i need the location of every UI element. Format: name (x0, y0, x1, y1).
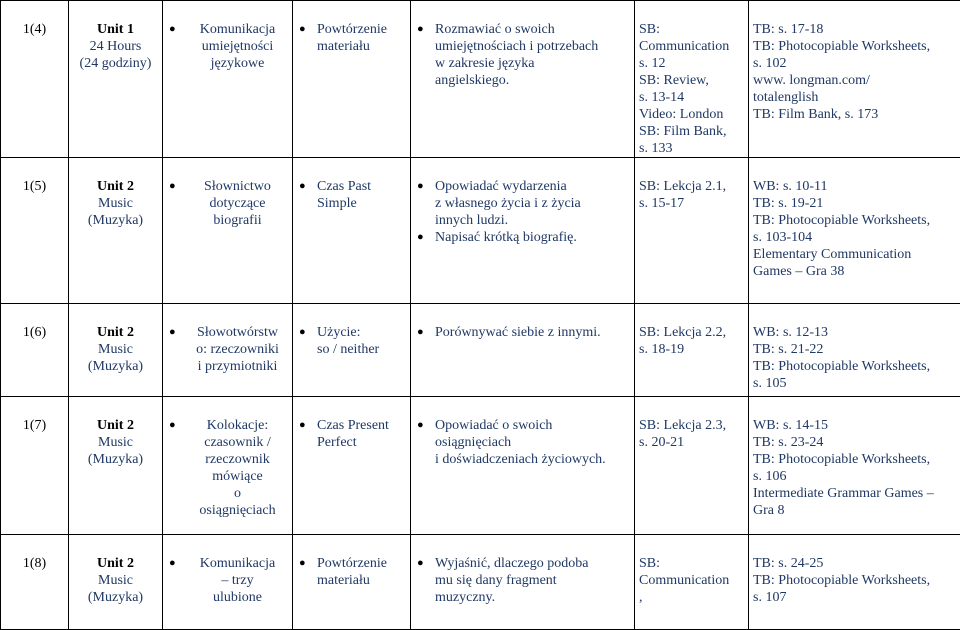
grammar-list (297, 555, 406, 589)
unit-subtitle: 24 Hours (73, 38, 158, 55)
grammar-cell (293, 304, 411, 397)
area-cell (163, 158, 293, 304)
lesson-number-cell (1, 397, 69, 535)
materials-ref: s. 106 (753, 468, 956, 485)
area-text: – trzy (187, 572, 288, 589)
materials-ref: TB: s. 23-24 (753, 434, 956, 451)
students-book-cell (635, 535, 749, 630)
materials-ref: TB: Film Bank, s. 173 (753, 106, 956, 123)
grammar-item (317, 21, 406, 55)
goal-text: mu się dany fragment (435, 572, 630, 589)
goal-text: w zakresie języka (435, 55, 630, 72)
goal-text: z własnego życia i z życia (435, 195, 630, 212)
goal-text: angielskiego. (435, 72, 630, 89)
grammar-text: ● Powtórzenie (317, 21, 406, 38)
students-book-ref: Communication (639, 572, 744, 589)
materials-ref: TB: Photocopiable Worksheets, (753, 212, 956, 229)
students-book-cell (635, 158, 749, 304)
area-text: mówiące (187, 468, 288, 485)
area-text: czasownik / (187, 434, 288, 451)
students-book-ref: SB: (639, 555, 744, 572)
grammar-item (317, 417, 406, 451)
students-book-cell (635, 304, 749, 397)
materials-cell (749, 397, 960, 535)
students-book-ref: SB: (639, 21, 744, 38)
area-text: ● Słownictwo (187, 178, 288, 195)
materials-ref: TB: Photocopiable Worksheets, (753, 358, 956, 375)
area-cell (163, 535, 293, 630)
lesson-number-cell (1, 535, 69, 630)
lesson-number-cell (1, 304, 69, 397)
table-row (1, 1, 960, 158)
goals-cell (411, 397, 635, 535)
materials-ref: www. longman.com/ (753, 72, 956, 89)
area-list (167, 555, 288, 606)
students-book-ref: s. 18-19 (639, 341, 744, 358)
unit-cell (69, 158, 163, 304)
goal-text: osiągnięciach (435, 434, 630, 451)
materials-ref: WB: s. 14-15 (753, 417, 956, 434)
lesson-number: 1(4) (23, 22, 46, 37)
unit-subtitle: Music (73, 341, 158, 358)
unit-subtitle: (Muzyka) (73, 451, 158, 468)
area-cell (163, 1, 293, 158)
materials-ref: s. 103-104 (753, 229, 956, 246)
goal-text: umiejętnościach i potrzebach (435, 38, 630, 55)
materials-ref: Intermediate Grammar Games – (753, 485, 956, 502)
area-cell (163, 397, 293, 535)
materials-cell (749, 1, 960, 158)
grammar-cell (293, 158, 411, 304)
goals-cell (411, 158, 635, 304)
materials-ref: totalenglish (753, 89, 956, 106)
table-row (1, 535, 960, 630)
goals-list (415, 178, 630, 246)
materials-ref: TB: s. 24-25 (753, 555, 956, 572)
lesson-number: 1(6) (23, 325, 46, 340)
grammar-text: so / neither (317, 341, 406, 358)
unit-subtitle: Music (73, 434, 158, 451)
grammar-text: Simple (317, 195, 406, 212)
materials-ref: Games – Gra 38 (753, 263, 956, 280)
unit-subtitle: Music (73, 572, 158, 589)
materials-ref: WB: s. 12-13 (753, 324, 956, 341)
materials-ref: TB: s. 19-21 (753, 195, 956, 212)
lesson-number: 1(5) (23, 179, 46, 194)
grammar-list (297, 417, 406, 451)
area-text: ● Kolokacje: (187, 417, 288, 434)
students-book-ref: Video: London (639, 106, 744, 123)
grammar-list (297, 324, 406, 358)
goals-cell (411, 304, 635, 397)
table-row (1, 158, 960, 304)
goal-item (435, 555, 630, 606)
grammar-text: materiału (317, 572, 406, 589)
goal-text: muzyczny. (435, 589, 630, 606)
grammar-text: ● Czas Present (317, 417, 406, 434)
goal-text: ● Napisać krótką biografię. (435, 229, 630, 246)
table-row (1, 304, 960, 397)
grammar-text: Perfect (317, 434, 406, 451)
grammar-cell (293, 535, 411, 630)
goal-item (435, 324, 630, 341)
goal-text: ● Wyjaśnić, dlaczego podoba (435, 555, 630, 572)
area-list (167, 21, 288, 72)
unit-subtitle: (Muzyka) (73, 589, 158, 606)
area-list (167, 178, 288, 229)
unit-cell (69, 397, 163, 535)
area-text: dotyczące (187, 195, 288, 212)
area-text: językowe (187, 55, 288, 72)
unit-cell (69, 535, 163, 630)
materials-cell (749, 304, 960, 397)
area-text: ● Komunikacja (187, 555, 288, 572)
students-book-ref: SB: Lekcja 2.1, (639, 178, 744, 195)
table-body (1, 1, 960, 630)
area-text: umiejętności (187, 38, 288, 55)
area-item (187, 324, 288, 375)
materials-ref: TB: Photocopiable Worksheets, (753, 451, 956, 468)
goals-list (415, 417, 630, 468)
materials-ref: s. 105 (753, 375, 956, 392)
materials-ref: TB: Photocopiable Worksheets, (753, 572, 956, 589)
goal-item (435, 178, 630, 229)
goals-list (415, 555, 630, 606)
students-book-ref: s. 12 (639, 55, 744, 72)
area-list (167, 324, 288, 375)
grammar-text: ● Powtórzenie (317, 555, 406, 572)
unit-cell (69, 1, 163, 158)
area-text: osiągnięciach (187, 502, 288, 519)
goal-item (435, 229, 630, 246)
unit-subtitle: Music (73, 195, 158, 212)
goal-text: i doświadczeniach życiowych. (435, 451, 630, 468)
materials-ref: WB: s. 10-11 (753, 178, 956, 195)
goal-item (435, 21, 630, 89)
grammar-text: materiału (317, 38, 406, 55)
students-book-ref: SB: Film Bank, (639, 123, 744, 140)
students-book-cell (635, 397, 749, 535)
goals-list (415, 21, 630, 89)
unit-cell (69, 304, 163, 397)
area-text: ● Komunikacja (187, 21, 288, 38)
materials-ref: TB: s. 21-22 (753, 341, 956, 358)
students-book-ref: SB: Lekcja 2.3, (639, 417, 744, 434)
goal-text: innych ludzi. (435, 212, 630, 229)
students-book-cell (635, 1, 749, 158)
lesson-number-cell (1, 158, 69, 304)
materials-ref: TB: Photocopiable Worksheets, (753, 38, 956, 55)
materials-ref: Elementary Communication (753, 246, 956, 263)
goal-text: ● Rozmawiać o swoich (435, 21, 630, 38)
table-row (1, 397, 960, 535)
area-text: o: rzeczowniki (187, 341, 288, 358)
unit-title: Unit 2 (73, 555, 158, 572)
area-text: rzeczownik (187, 451, 288, 468)
unit-title: Unit 1 (73, 21, 158, 38)
goal-text: ● Porównywać siebie z innymi. (435, 324, 630, 341)
goals-list (415, 324, 630, 341)
students-book-ref: s. 15-17 (639, 195, 744, 212)
unit-subtitle: (Muzyka) (73, 212, 158, 229)
area-item (187, 21, 288, 72)
unit-title: Unit 2 (73, 417, 158, 434)
area-text: ● Słowotwórstw (187, 324, 288, 341)
students-book-ref: , (639, 589, 744, 606)
area-item (187, 555, 288, 606)
grammar-list (297, 21, 406, 55)
goals-cell (411, 1, 635, 158)
materials-ref: s. 107 (753, 589, 956, 606)
area-item (187, 417, 288, 519)
goal-text: ● Opowiadać o swoich (435, 417, 630, 434)
students-book-ref: SB: Review, (639, 72, 744, 89)
goal-item (435, 417, 630, 468)
unit-subtitle: (24 godziny) (73, 55, 158, 72)
area-list (167, 417, 288, 519)
grammar-list (297, 178, 406, 212)
students-book-ref: s. 13-14 (639, 89, 744, 106)
grammar-cell (293, 1, 411, 158)
area-text: i przymiotniki (187, 358, 288, 375)
area-item (187, 178, 288, 229)
lesson-number: 1(7) (23, 418, 46, 433)
students-book-ref: s. 133 (639, 140, 744, 157)
unit-subtitle: (Muzyka) (73, 358, 158, 375)
students-book-ref: s. 20-21 (639, 434, 744, 451)
materials-cell (749, 158, 960, 304)
goal-text: ● Opowiadać wydarzenia (435, 178, 630, 195)
grammar-item (317, 178, 406, 212)
goals-cell (411, 535, 635, 630)
materials-cell (749, 535, 960, 630)
students-book-ref: Communication (639, 38, 744, 55)
area-cell (163, 304, 293, 397)
lesson-number-cell (1, 1, 69, 158)
area-text: o (187, 485, 288, 502)
area-text: biografii (187, 212, 288, 229)
grammar-cell (293, 397, 411, 535)
area-text: ulubione (187, 589, 288, 606)
unit-title: Unit 2 (73, 324, 158, 341)
grammar-text: ● Czas Past (317, 178, 406, 195)
students-book-ref: SB: Lekcja 2.2, (639, 324, 744, 341)
unit-title: Unit 2 (73, 178, 158, 195)
materials-ref: TB: s. 17-18 (753, 21, 956, 38)
materials-ref: s. 102 (753, 55, 956, 72)
grammar-text: ● Użycie: (317, 324, 406, 341)
grammar-item (317, 555, 406, 589)
grammar-item (317, 324, 406, 358)
materials-ref: Gra 8 (753, 502, 956, 519)
lesson-number: 1(8) (23, 556, 46, 571)
